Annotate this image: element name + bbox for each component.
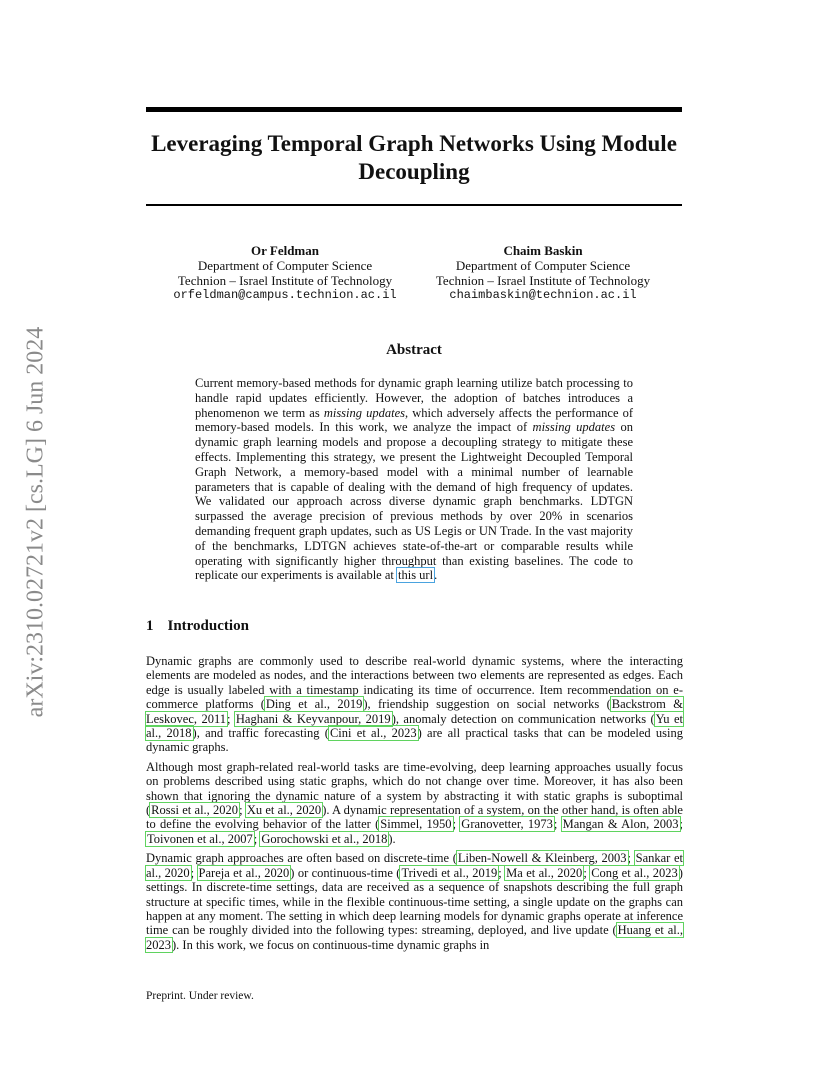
citation-link[interactable]: Ma et al., 2020 (506, 865, 583, 880)
arxiv-id: arXiv:2310.02721v2 [cs.LG] 6 Jun 2024 (22, 326, 49, 718)
paper-title: Leveraging Temporal Graph Networks Using Module Decoupling (151, 131, 677, 184)
citation-link[interactable]: Huang et al., 2023 (146, 923, 683, 952)
text-span: ; (239, 803, 246, 818)
emphasis: missing updates (323, 405, 405, 420)
title-rule-top (146, 107, 682, 112)
text-span: Dynamic graphs are commonly used to describe real-world dynamic systems, where the interacting elements are modeled as nodes, and the interactions between two elements are represented as edges. Each edge is usually labeled with a timestamp indicating its time of occurrence. Item recommendation on e-commerce platforms ( (146, 654, 683, 712)
paragraph-1 (146, 654, 683, 755)
text-span: Current memory-based methods for dynamic graph learning utilize batch processing to handle rapid updates efficiently. However, the adoption of batches introduces a phenomenon we term as (195, 376, 633, 420)
citation-link[interactable]: Trivedi et al., 2019 (401, 865, 498, 880)
text-span: ). In this work, we focus on continuous-time dynamic graphs in (172, 937, 490, 952)
text-span: ) or continuous-time ( (290, 865, 401, 880)
text-span: . (434, 568, 438, 583)
citation-link[interactable]: Cini et al., 2023 (329, 726, 417, 741)
section-title: Introduction (167, 618, 249, 634)
introduction-body (146, 654, 683, 957)
abstract-text (195, 376, 633, 583)
text-span: ; (227, 711, 235, 726)
citation-link[interactable]: Sankar et al., 2020 (146, 851, 683, 880)
title-rule-bottom (146, 204, 682, 206)
citation-link[interactable]: Mangan & Alon, 2003 (562, 817, 679, 832)
text-span: ; (498, 865, 506, 880)
author-institution: Technion – Israel Institute of Technology (177, 273, 393, 288)
text-span: ). (388, 831, 396, 846)
citation-link[interactable]: Yu et al., 2018 (146, 711, 683, 741)
text-span: ) settings. In discrete-time settings, data are received as a sequence of snapshots describing the full graph structure at specific times, while in the flexible continuous-time setting, a single update on the graphs can happen at any moment. The setting in which deep learning models for dynamic graphs operate at inference time can be roughly divided into the following types: streaming, deployed, and live update ( (146, 865, 683, 938)
citation-link[interactable]: Simmel, 1950 (380, 817, 452, 832)
citation-link[interactable]: Rossi et al., 2020 (151, 803, 239, 818)
author-institution: Technion – Israel Institute of Technology (435, 273, 651, 288)
text-span: ; (253, 831, 261, 846)
citation-link[interactable]: Cong et al., 2023 (591, 865, 678, 880)
text-span: ), friendship suggestion on social networks ( (363, 697, 611, 712)
citation-link[interactable]: Liben-Nowell & Kleinberg, 2003 (457, 851, 627, 866)
author-email[interactable]: orfeldman@campus.technion.ac.il (173, 288, 397, 302)
preprint-footer: Preprint. Under review. (146, 990, 254, 1002)
citation-link[interactable]: Haghani & Keyvanpour, 2019 (235, 711, 391, 726)
text-span: ), anomaly detection on communication networks ( (391, 711, 655, 726)
text-span: Although most graph-related real-world tasks are time-evolving, deep learning approaches usually focus on problems described using static graphs, which do not change over time. Moreover, it has also been shown that ignoring the dynamic nature of a system by abstracting it with static graphs is suboptimal ( (146, 759, 683, 818)
author-name: Chaim Baskin (503, 243, 583, 258)
text-span: ; (627, 851, 635, 866)
text-span: on dynamic graph learning models and propose a decoupling strategy to mitigate these effects. Implementing this strategy, we present the Lightweight Decoupled Temporal Graph Network, a memory-based model with a minimal number of learnable parameters that is capable of dealing with the demand of high frequency of updates. We validated our approach across diverse dynamic graph benchmarks. LDTGN surpassed the average precision of previous methods by over 20% in scenarios demanding frequent graph updates, such as US Legis or UN Trade. In the vast majority of the benchmarks, LDTGN achieves state-of-the-art or comparable results while operating with significantly higher throughput than existing baselines. The code to replicate our experiments is available at (195, 420, 634, 583)
text-span: ) are all practical tasks that can be modeled using dynamic graphs. (146, 726, 683, 755)
citation-link[interactable]: Xu et al., 2020 (246, 803, 322, 818)
text-span: , which adversely affects the performance of memory-based models. In this work, we analyze the impact of (195, 405, 633, 435)
code-link[interactable]: this url (398, 568, 434, 583)
section-number: 1 (146, 618, 154, 634)
section-heading (146, 618, 249, 635)
author-block-1 (150, 243, 420, 303)
citation-link[interactable]: Backstrom & Leskovec, 2011 (146, 697, 683, 726)
abstract-heading: Abstract (386, 342, 442, 358)
author-name: Or Feldman (250, 243, 319, 258)
author-block-2 (410, 243, 676, 303)
citation-link[interactable]: Granovetter, 1973 (461, 817, 553, 832)
text-span: Dynamic graph approaches are often based on discrete-time ( (146, 851, 457, 866)
author-department: Department of Computer Science (455, 258, 631, 273)
text-span: ; (190, 865, 198, 880)
author-department: Department of Computer Science (197, 258, 373, 273)
paragraph-2 (146, 760, 683, 846)
citation-link[interactable]: Ding et al., 2019 (265, 697, 363, 712)
emphasis: missing updates (532, 420, 616, 435)
text-span: ; (452, 817, 461, 832)
citation-link[interactable]: Gorochowski et al., 2018 (261, 831, 388, 846)
text-span: ), and traffic forecasting ( (192, 726, 329, 741)
text-span: ; (553, 817, 562, 832)
text-span: ). A dynamic representation of a system, on the other hand, is often able to define the evolving behavior of the latter ( (146, 803, 683, 832)
text-span: ; (583, 865, 591, 880)
paragraph-3 (146, 851, 683, 952)
author-email[interactable]: chaimbaskin@technion.ac.il (449, 288, 637, 302)
citation-link[interactable]: Pareja et al., 2020 (198, 865, 290, 880)
text-span: ; (679, 817, 683, 832)
citation-link[interactable]: Toivonen et al., 2007 (147, 831, 253, 846)
